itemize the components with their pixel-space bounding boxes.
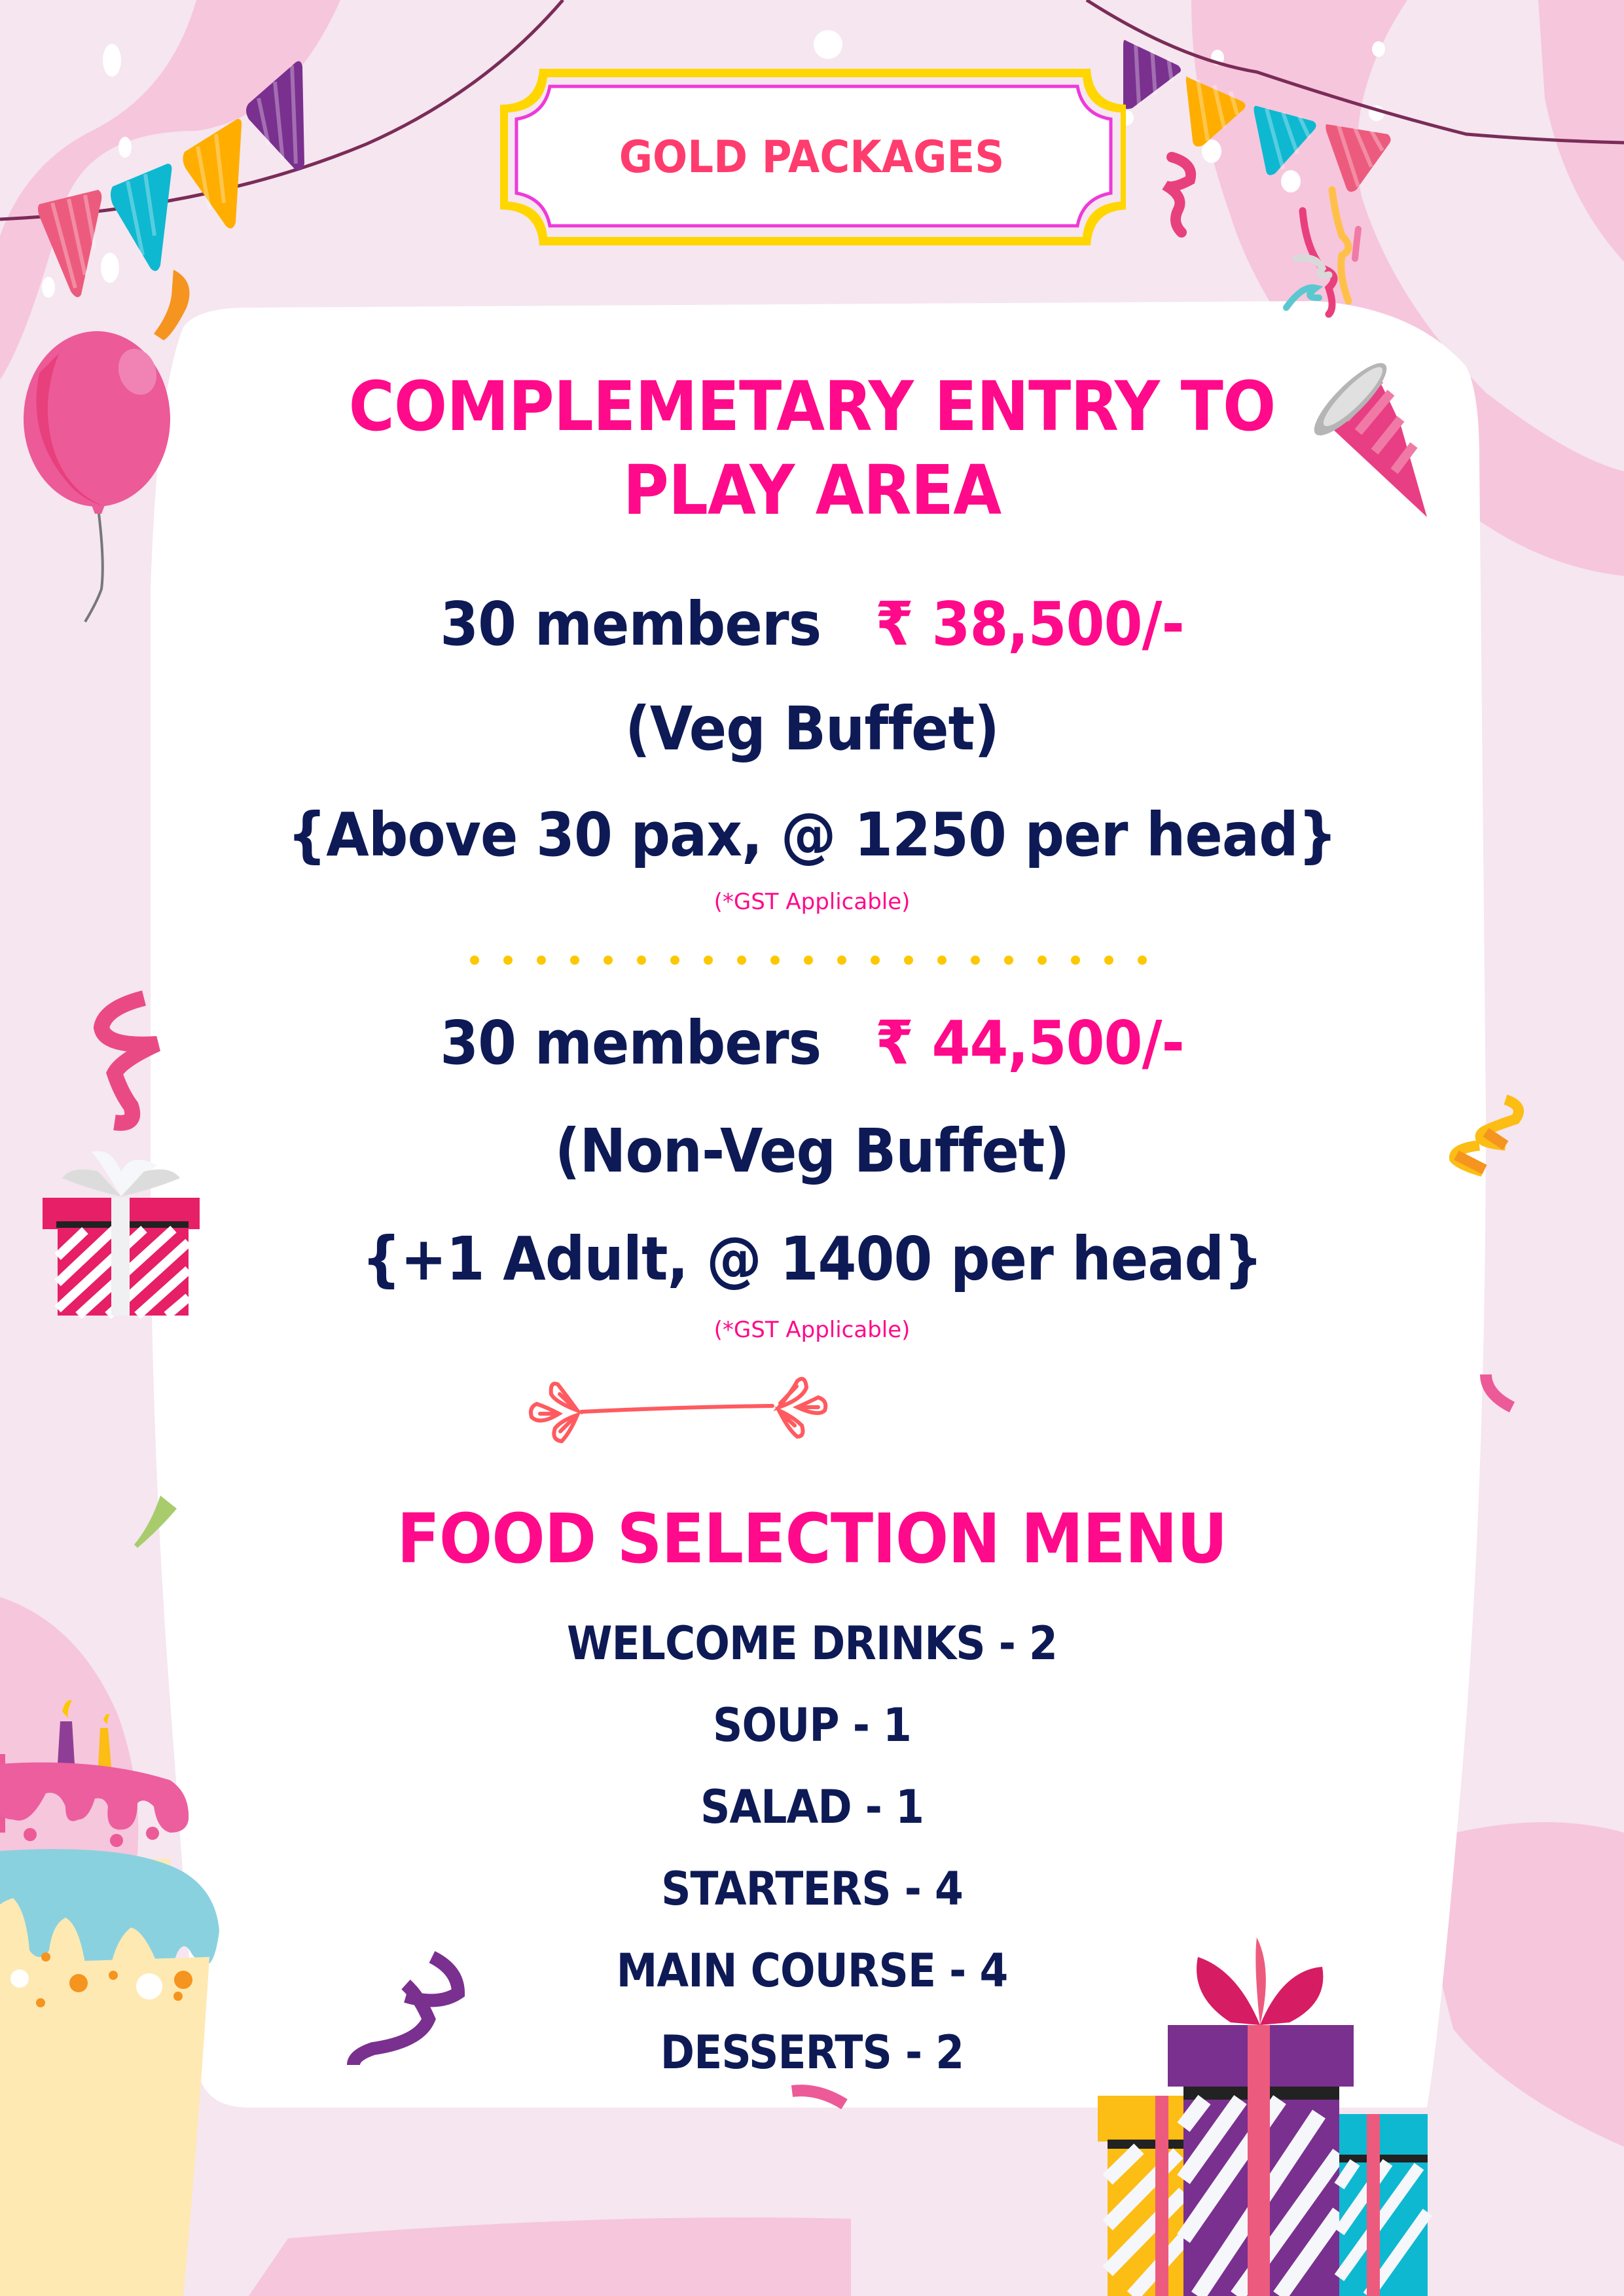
- package-nonveg-gst-note: (*GST Applicable): [713, 1317, 911, 1343]
- banner-title: GOLD PACKAGES: [619, 131, 1005, 183]
- menu-item-salad: SALAD - 1: [700, 1780, 924, 1834]
- package-nonveg-type: (Non-Veg Buffet): [554, 1116, 1070, 1186]
- package-veg-price-line: [65, 589, 1559, 659]
- menu-item-soup: SOUP - 1: [713, 1698, 911, 1752]
- menu-item-desserts: DESSERTS - 2: [660, 2026, 964, 2079]
- package-nonveg-price-line: [65, 1008, 1559, 1078]
- flourish-divider: [511, 1355, 1100, 1460]
- package-veg-type: (Veg Buffet): [625, 694, 999, 764]
- package-veg-extra: {Above 30 pax, @ 1250 per head}: [287, 800, 1337, 870]
- package-veg-price: ₹ 38,500/-: [875, 589, 1184, 659]
- package-veg-gst-note: (*GST Applicable): [713, 889, 911, 915]
- menu-item-welcome-drinks: WELCOME DRINKS - 2: [567, 1617, 1057, 1670]
- menu-item-main-course: MAIN COURSE - 4: [616, 1944, 1008, 1998]
- headline-line-1: COMPLEMETARY ENTRY TO: [348, 367, 1276, 446]
- dotted-divider: [468, 952, 1155, 972]
- menu-title: FOOD SELECTION MENU: [397, 1499, 1227, 1579]
- package-nonveg-members: 30 members: [440, 1008, 821, 1078]
- menu-item-starters: STARTERS - 4: [661, 1862, 963, 1916]
- package-nonveg-extra: {+1 Adult, @ 1400 per head}: [361, 1224, 1263, 1294]
- package-nonveg-price: ₹ 44,500/-: [875, 1008, 1184, 1078]
- package-veg-members: 30 members: [440, 589, 821, 659]
- headline-line-2: PLAY AREA: [623, 450, 1001, 530]
